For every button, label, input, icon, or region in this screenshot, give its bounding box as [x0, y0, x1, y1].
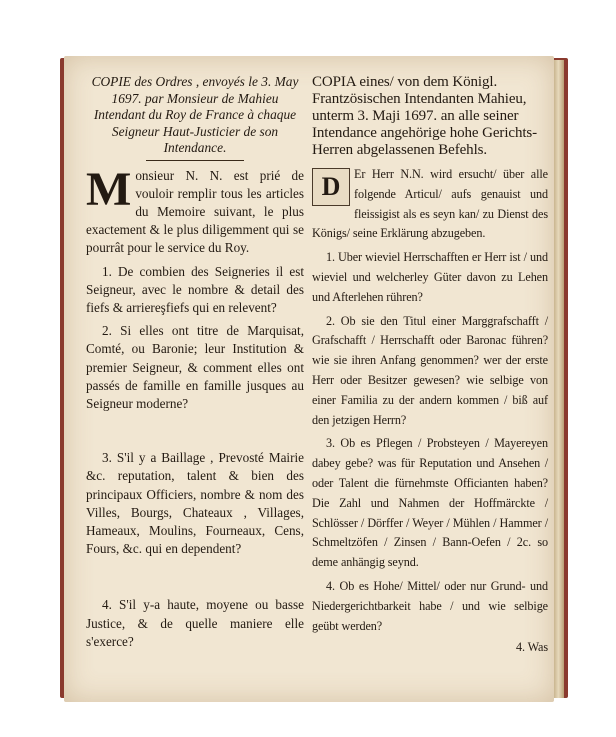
french-article-1: 1. De combien des Seigneries il est Seigneur, avec le nombre & detail des fiefs & arriereşfiefs qui en relevent?	[86, 263, 304, 315]
french-intro-text: onsieur N. N. est prié de vouloir remplir tous les articles du Memoire suivant, le plus exactement & le plus diligemment qui se pourrât pour le service du Roy.	[86, 167, 304, 256]
french-title: COPIE des Ordres , envoyés le 3. May 1697. par Monsieur de Mahieu Intendant du Roy de France à chaque Seigneur Haut-Justicier de son Intendance.	[91, 74, 299, 155]
french-article-2: 2. Si elles ont titre de Marquisat, Comté, ou Baronie; leur Institution & premier Seigneur, & comment elles ont passés de famille en famille jusques au Seigneur moderne?	[86, 323, 304, 411]
german-drop-cap: D	[312, 168, 350, 206]
french-column	[86, 74, 304, 651]
german-article-4: 4. Ob es Hohe/ Mittel/ oder nur Grund- und Niedergerichtbarkeit habe / und wie selbige geübt werden?	[312, 578, 548, 633]
german-intro-text: Er Herr N.N. wird ersucht/ über alle folgende Articul/ aufs genauist und fleissigist als es seyn kan/ zu Dienst des Königs/ seine Erklärung abzugeben.	[312, 167, 548, 241]
german-article-1: 1. Uber wieviel Herrschafften er Herr ist / und wieviel und welcherley Güter davon zu Lehen und Afterlehen rühren?	[312, 250, 548, 304]
book-page	[64, 56, 554, 702]
german-article-3: 3. Ob es Pflegen / Probsteyen / Mayereyen dabey gebe? was für Reputation und Ansehen / oder Talent die fürnehmste Officianten haben? Die Zahl und Nahmen der Hoffmärckte / Schlösser / Dörffer / Weyer / Mühlen / Hammer / Schmeltzöfen / Zinsen / Bann-Oefen / 2c. so deme anhängig seynd.	[312, 436, 548, 570]
german-column	[312, 74, 548, 658]
page-edges	[554, 60, 564, 698]
french-article-4: 4. S'il y-a haute, moyene ou basse Justice, & de quelle maniere elle s'exerce?	[86, 597, 304, 649]
french-drop-cap: M	[86, 162, 132, 216]
german-title: COPIA eines/ von dem Königl. Frantzösischen Intendanten Mahieu, unterm 3. Maji 1697. an alle seiner Intendance angehörige hohe Gerichts-Herren abgelassenen Befehls.	[312, 74, 538, 158]
french-article-3: 3. S'il y a Baillage , Prevosté Mairie &c. reputation, talent & bien des principaux Officiers, nombre & nom des Villes, Bourgs, Chateaux , Villages, Hameaux, Moulins, Fourneaux, Cens, Fours, &c. qui en dependent?	[86, 450, 304, 557]
title-divider	[146, 160, 244, 161]
catchword: 4. Was	[515, 640, 548, 655]
german-intro	[312, 165, 548, 244]
french-intro	[86, 162, 304, 258]
german-article-2: 2. Ob sie den Titul einer Marggrafschafft / Grafschafft / Herrschafft oder Baronac führen? wie sie ihren Anfang genommen? wer der erste Herr oder Besitzer gewesen? wie selbige von einer Familia zu der andern kommen / biß auf den jetzigen Herrn?	[312, 313, 548, 427]
